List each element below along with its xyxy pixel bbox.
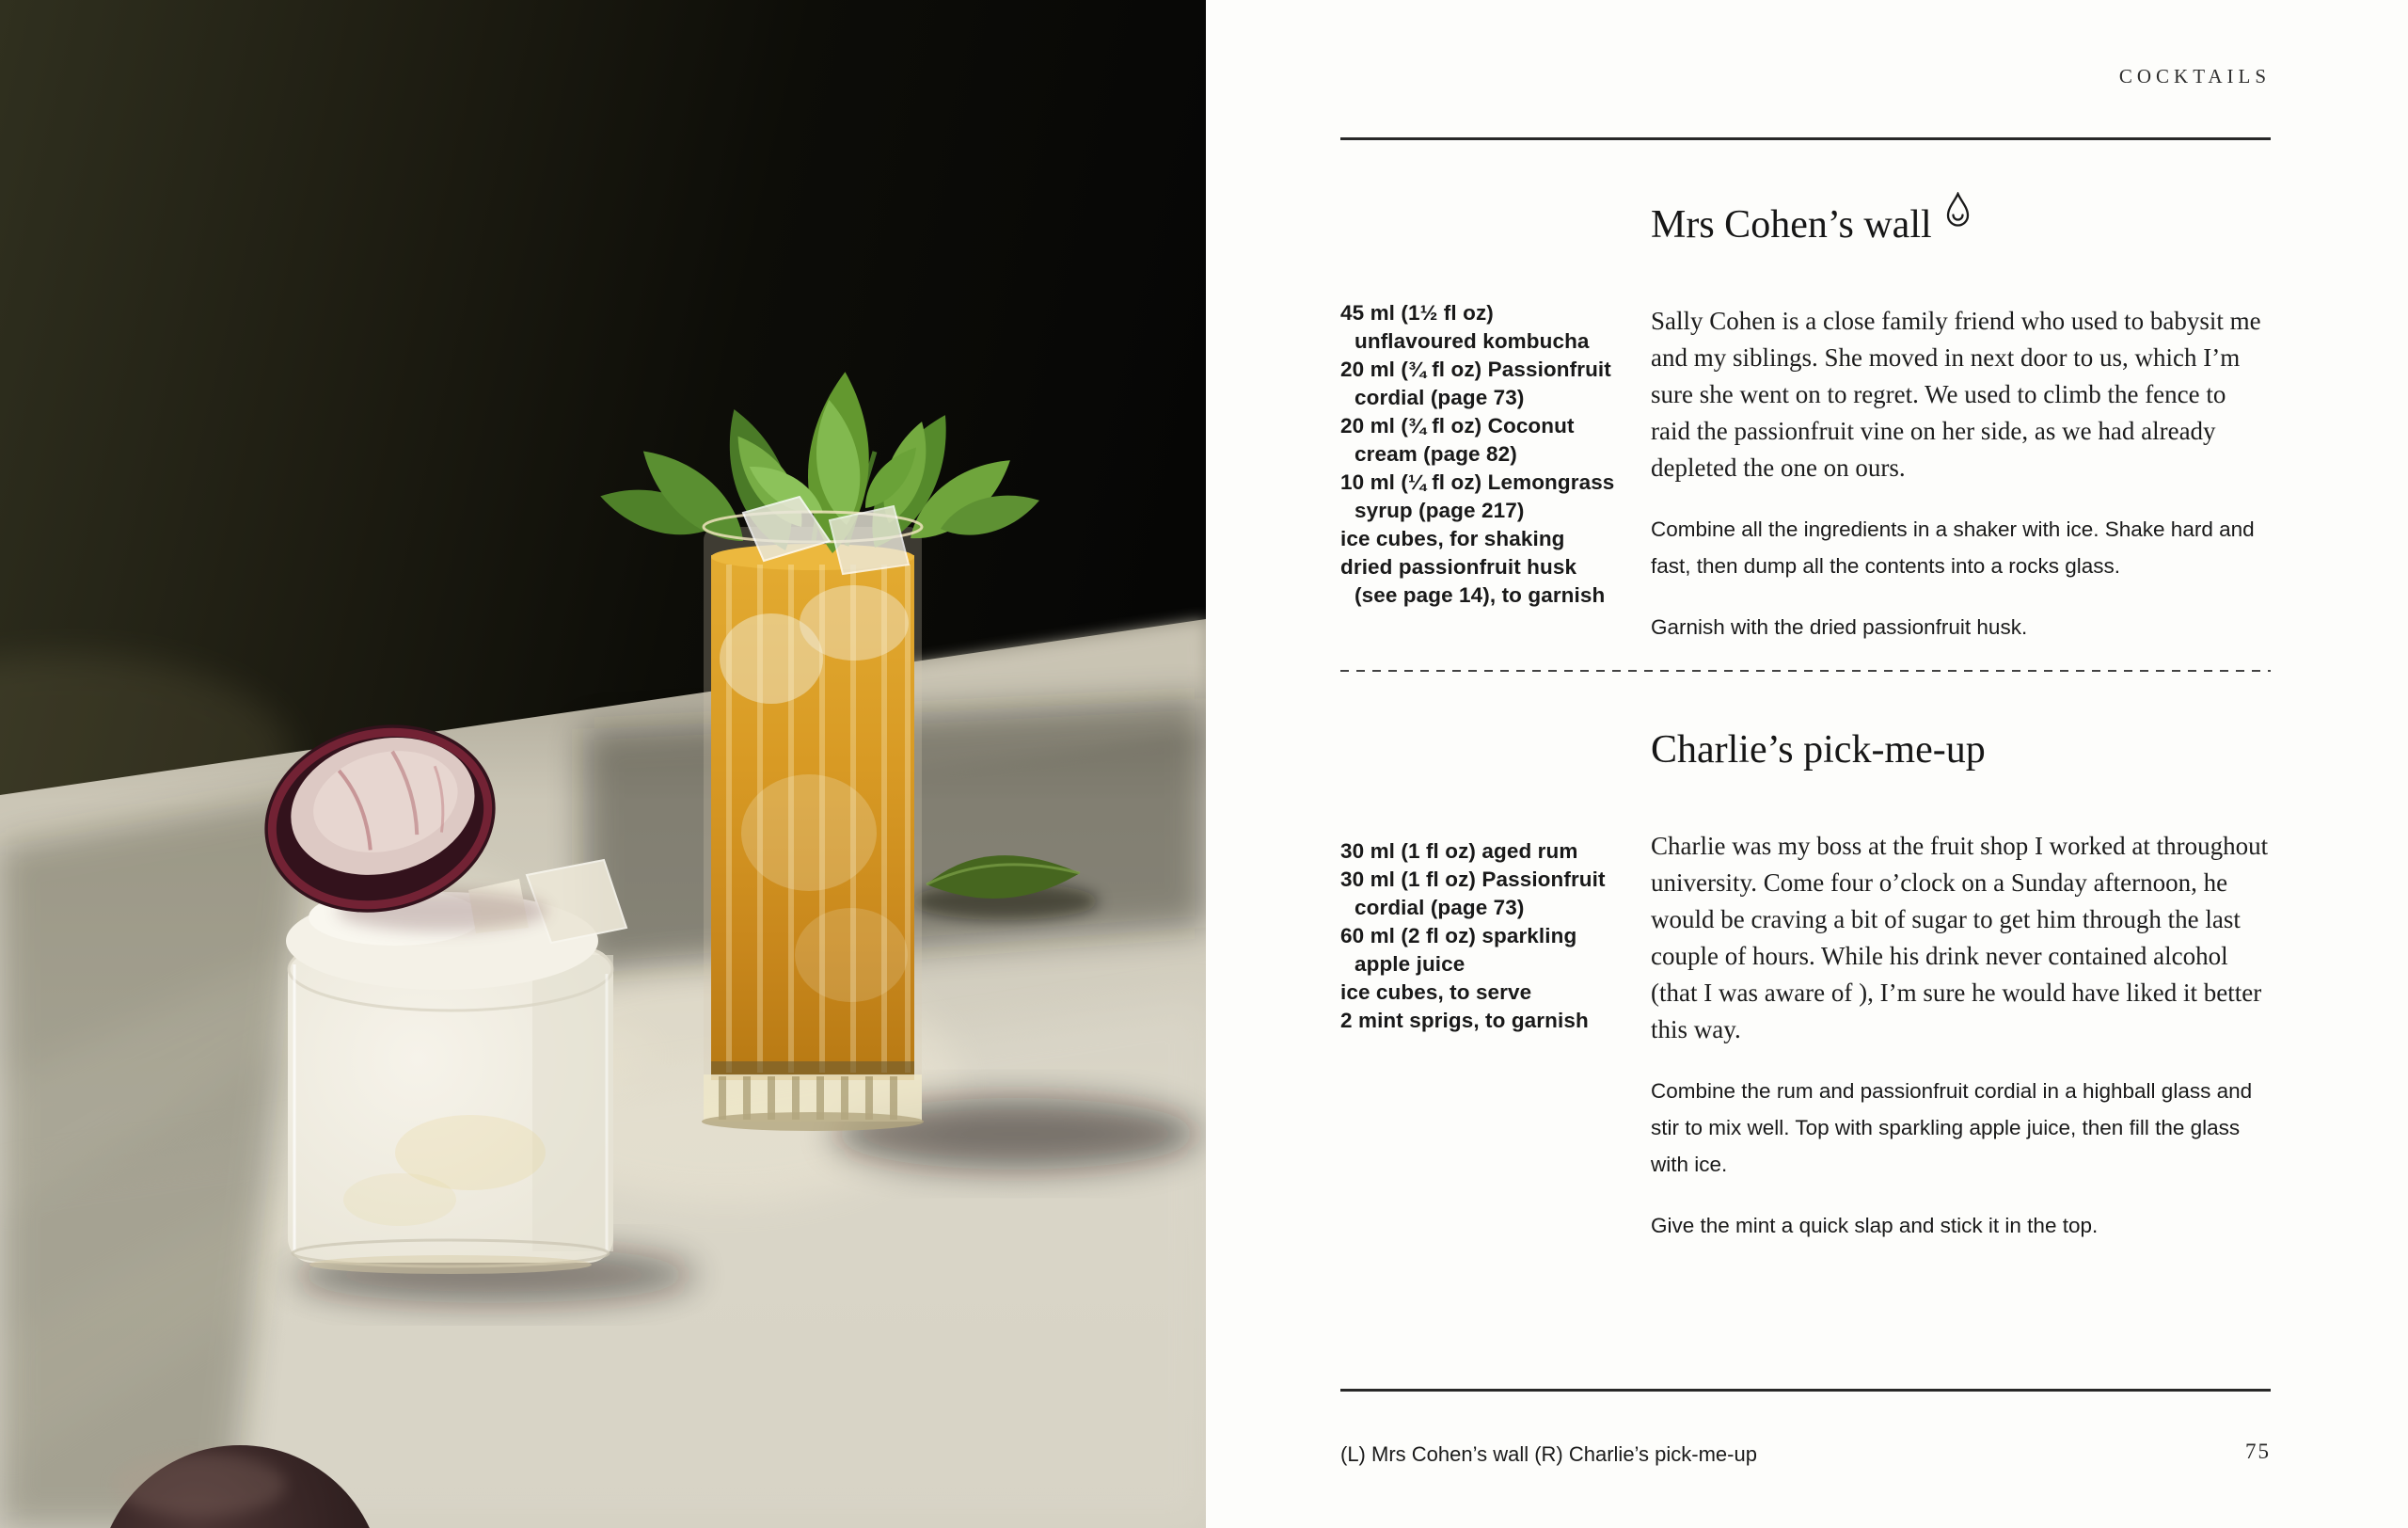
ingredient-line: unflavoured kombucha [1354, 329, 1590, 353]
dashed-divider [1340, 670, 2271, 672]
ingredient-line: 30 ml (1 fl oz) Passionfruit [1340, 867, 1606, 891]
ingredient-line: cordial (page 73) [1354, 386, 1525, 409]
recipe-title-mrs-cohens-wall [1651, 203, 1971, 247]
recipe-title-charlies-pick-me-up [1651, 728, 1986, 772]
ingredients-list-mrs-cohens-wall [1340, 299, 1656, 610]
ingredient-line: ice cubes, to serve [1340, 980, 1532, 1004]
ingredient-line: cream (page 82) [1354, 442, 1517, 466]
recipe-title-text: Mrs Cohen’s wall [1651, 203, 1932, 247]
recipe-paragraph: Garnish with the dried passionfruit husk. [1651, 615, 2028, 639]
ingredients-list-charlies-pick-me-up [1340, 837, 1656, 1035]
bottom-rule [1340, 1389, 2271, 1392]
recipe-text-mrs-cohens-wall [1651, 303, 2272, 670]
recipe-paragraph: Combine the rum and passionfruit cordial in a highball glass and stir to mix well. Top with sparkling apple juice, then fill the glass with ice. [1651, 1079, 2253, 1176]
ingredient-line: cordial (page 73) [1354, 896, 1525, 919]
ingredient-line: 20 ml (¾ fl oz) Passionfruit [1340, 358, 1611, 381]
ingredient-line: 20 ml (¾ fl oz) Coconut [1340, 414, 1575, 438]
ingredient-line: 2 mint sprigs, to garnish [1340, 1009, 1589, 1032]
recipe-paragraph: Combine all the ingredients in a shaker with ice. Shake hard and fast, then dump all the contents into a rocks glass. [1651, 517, 2255, 578]
recipe-paragraph: Sally Cohen is a close family friend who used to babysit me and my siblings. She moved in next door to us, which I’m sure she went on to regret. We used to climb the fence to raid the passionfruit vine on her side, as we had already depleted the one on ours. [1651, 307, 2261, 482]
page-content [1340, 0, 2271, 1528]
ingredient-line: (see page 14), to garnish [1354, 583, 1606, 607]
recipe-paragraph: Give the mint a quick slap and stick it in the top. [1651, 1214, 2099, 1237]
ingredient-line: ice cubes, for shaking [1340, 527, 1565, 550]
ingredient-line: dried passionfruit husk [1340, 555, 1577, 579]
ingredient-line: 30 ml (1 fl oz) aged rum [1340, 839, 1578, 863]
top-rule [1340, 137, 2271, 140]
recipe-title-text: Charlie’s pick-me-up [1651, 728, 1986, 772]
ingredient-line: 10 ml (¼ fl oz) Lemongrass [1340, 470, 1615, 494]
recipe-text-charlies-pick-me-up [1651, 828, 2272, 1268]
page-number: 75 [2245, 1440, 2271, 1463]
running-header: COCKTAILS [2118, 65, 2271, 88]
recipe-page [1206, 0, 2408, 1528]
photo-caption: (L) Mrs Cohen’s wall (R) Charlie’s pick-me-up [1340, 1442, 1757, 1466]
recipe-paragraph: Charlie was my boss at the fruit shop I worked at throughout university. Come four o’clock on a Sunday afternoon, he would be craving a bit of sugar to get him through the last couple of hours. While his drink never contained alcohol (that I was aware of ), I’m sure he would have liked it better this way. [1651, 832, 2269, 1043]
ingredient-line: syrup (page 217) [1354, 499, 1525, 522]
ingredient-line: 45 ml (1½ fl oz) [1340, 301, 1494, 325]
ingredient-line: apple juice [1354, 952, 1465, 976]
drop-icon [1945, 192, 1971, 228]
ingredient-line: 60 ml (2 fl oz) sparkling [1340, 924, 1577, 947]
